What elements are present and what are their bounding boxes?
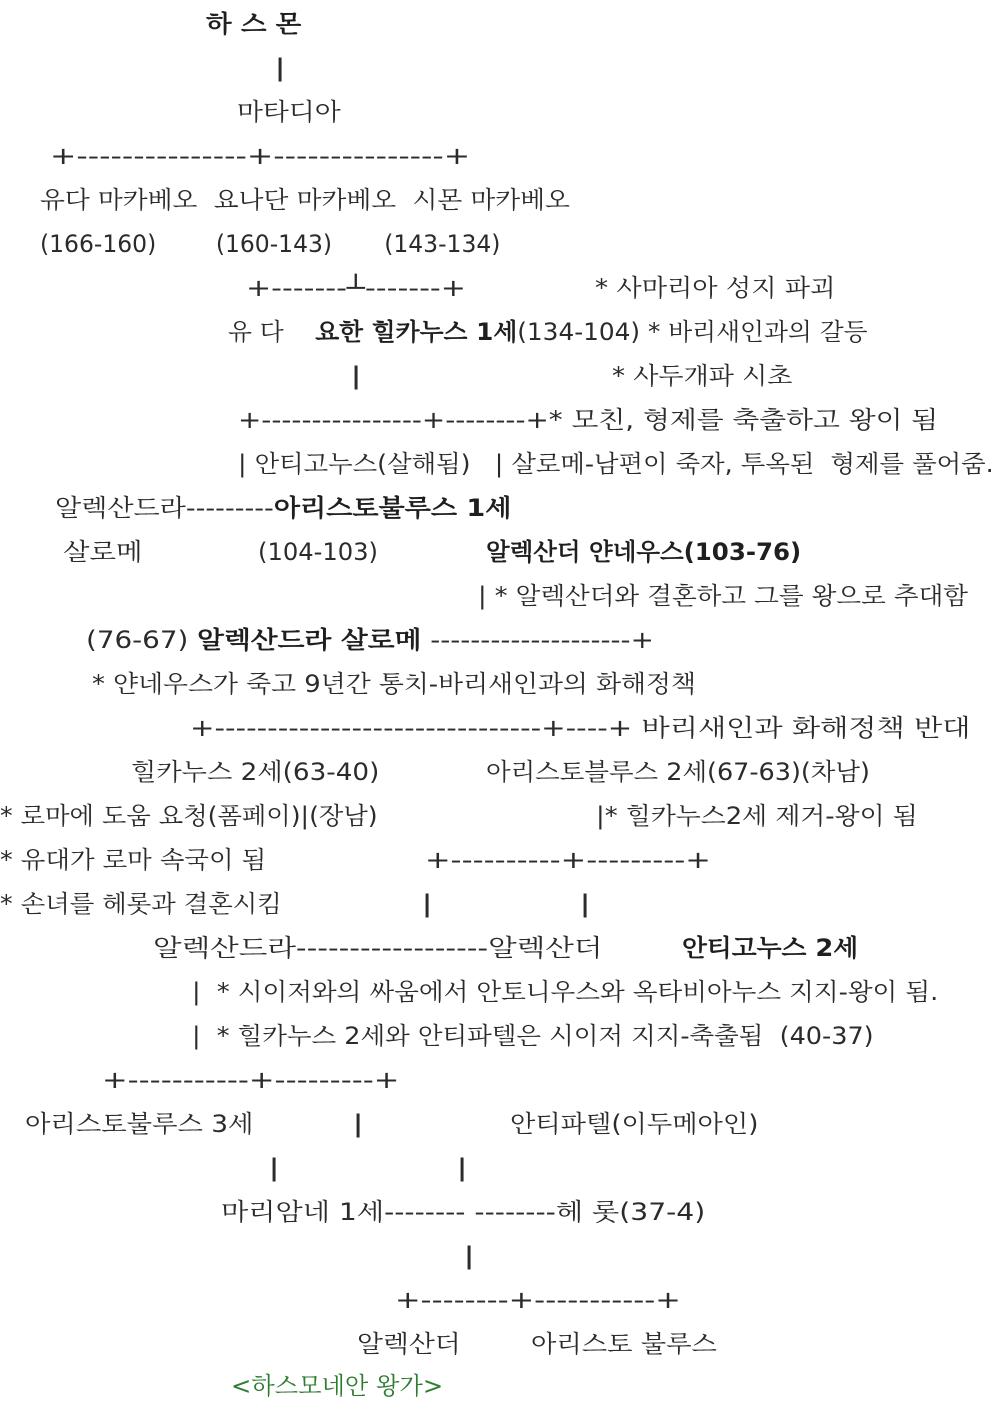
tree-line-16 — [486, 537, 801, 567]
tree-line-18 — [86, 625, 654, 655]
ruler-name-bold: 아리스토불루스 1세 — [273, 494, 512, 522]
ruler-name-bold: 하 스 몬 — [206, 10, 302, 38]
tree-text: * 사두개파 시초 — [612, 362, 793, 390]
tree-text: 알렉산드라--------- — [55, 494, 274, 522]
tree-line-39 — [456, 1153, 468, 1183]
tree-line-43 — [357, 1329, 461, 1359]
tree-line-33 — [192, 1021, 874, 1051]
tree-text: 살로메 — [63, 538, 143, 566]
tree-text: |* 힐카누스2세 제거-왕이 됨 — [596, 802, 918, 830]
ruler-name-bold: 알렉산더 얀네우스(103-76) — [486, 538, 802, 566]
tree-line-8 — [228, 317, 868, 347]
tree-text: | — [456, 1154, 469, 1182]
ruler-name-bold: 알렉산드라 살로메 — [197, 626, 422, 654]
tree-line-7 — [595, 273, 835, 303]
tree-line-40 — [221, 1197, 705, 1227]
tree-line-22 — [486, 757, 870, 787]
tree-text: * 유대가 로마 속국이 됨 — [0, 846, 267, 874]
tree-line-2 — [237, 97, 341, 127]
tree-text: | — [350, 362, 363, 390]
tree-line-3 — [50, 141, 470, 171]
tree-line-25 — [0, 845, 266, 875]
tree-text: 유 다 — [228, 318, 316, 346]
tree-text: +--------+-----------+ — [395, 1286, 681, 1314]
tree-text: | — [579, 890, 592, 918]
tree-text: (104-103) — [258, 538, 379, 566]
tree-text: * 사마리아 성지 파괴 — [595, 274, 836, 302]
tree-line-1 — [274, 53, 286, 83]
tree-text: | * 알렉산더와 결혼하고 그를 왕으로 추대함 — [478, 582, 968, 610]
tree-line-28 — [421, 889, 433, 919]
tree-text: (166-160) (160-143) (143-134) — [40, 230, 501, 258]
tree-text: | — [421, 890, 434, 918]
tree-line-41 — [463, 1241, 475, 1271]
tree-text: --------------------+ — [421, 626, 654, 654]
tree-line-37 — [510, 1109, 758, 1139]
tree-line-5 — [40, 229, 500, 259]
tree-line-44 — [531, 1329, 717, 1359]
tree-text: | — [274, 54, 287, 82]
tree-text: * 손녀를 헤롯과 결혼시킴 — [0, 890, 282, 918]
tree-text: | — [268, 1154, 281, 1182]
tree-text: +-------------------------------+----+ 바리새인과 화해정책 반대 — [190, 714, 971, 742]
tree-line-30 — [153, 933, 602, 963]
tree-text: 알렉산더 — [357, 1330, 461, 1358]
tree-line-21 — [131, 757, 379, 787]
tree-text: * 얀네우스가 죽고 9년간 통치-바리새인과의 화해정책 — [92, 670, 696, 698]
tree-text: | — [463, 1242, 476, 1270]
tree-text: +-------┴-------+ — [246, 274, 466, 302]
tree-line-32 — [192, 977, 938, 1007]
tree-text: 안티파텔(이두메아인) — [510, 1110, 759, 1138]
tree-line-42 — [395, 1285, 681, 1315]
ruler-name-bold: 요한 힐카누스 1세 — [315, 318, 518, 346]
tree-line-9 — [350, 361, 362, 391]
tree-line-35 — [25, 1109, 253, 1139]
tree-text: | * 힐카누스 2세와 안티파텔은 시이저 지지-축출됨 (40-37) — [192, 1022, 874, 1050]
tree-line-19 — [92, 669, 696, 699]
tree-line-17 — [478, 581, 968, 611]
tree-text: (76-67) — [86, 626, 198, 654]
tree-line-31 — [682, 933, 858, 963]
tree-text: 마리암네 1세-------- --------헤 롯(37-4) — [221, 1198, 706, 1226]
tree-line-24 — [596, 801, 918, 831]
tree-text: 힐카누스 2세(63-40) — [131, 758, 380, 786]
tree-text: +-----------+---------+ — [102, 1066, 400, 1094]
tree-text: 마타디아 — [237, 98, 341, 126]
tree-text: 유다 마카베오 요나단 마카베오 시몬 마카베오 — [40, 186, 570, 214]
tree-line-38 — [268, 1153, 280, 1183]
tree-text: | — [352, 1110, 365, 1138]
tree-line-29 — [579, 889, 591, 919]
tree-line-36 — [352, 1109, 364, 1139]
tree-line-34 — [102, 1065, 399, 1095]
tree-line-13 — [55, 493, 511, 523]
diagram-caption: <하스모네안 왕가> — [231, 1372, 444, 1400]
tree-text: 아리스토블루스 2세(67-63)(차남) — [486, 758, 870, 786]
tree-text: | 안티고누스(살해됨) | 살로메-남편이 죽자, 투옥된 형제를 풀어줌. — [238, 450, 994, 478]
tree-line-12 — [238, 449, 994, 479]
tree-line-15 — [258, 537, 378, 567]
tree-line-11 — [238, 405, 938, 435]
tree-line-27 — [0, 889, 282, 919]
tree-text: | * 시이저와의 싸움에서 안토니우스와 옥타비아누스 지지-왕이 됨. — [192, 978, 939, 1006]
tree-line-23 — [0, 801, 378, 831]
tree-text: +----------------+--------+* 모친, 형제를 축출하고 왕이 됨 — [238, 406, 939, 434]
tree-text: +----------+---------+ — [425, 846, 711, 874]
tree-text: (134-104) * 바리새인과의 갈등 — [517, 318, 868, 346]
tree-text: 아리스토불루스 3세 — [25, 1110, 254, 1138]
tree-text: +---------------+---------------+ — [50, 142, 471, 170]
ruler-name-bold: 안티고누스 2세 — [682, 934, 859, 962]
tree-line-14 — [63, 537, 143, 567]
tree-line-6 — [246, 273, 466, 303]
tree-line-0 — [206, 9, 301, 39]
tree-text: * 로마에 도움 요청(폼페이)|(장남) — [0, 802, 378, 830]
tree-line-4 — [40, 185, 570, 215]
tree-line-20 — [190, 713, 970, 743]
tree-text: 알렉산드라------------------알렉산더 — [153, 934, 603, 962]
tree-text: 아리스토 불루스 — [531, 1330, 717, 1358]
tree-line-10 — [612, 361, 792, 391]
tree-line-26 — [425, 845, 711, 875]
